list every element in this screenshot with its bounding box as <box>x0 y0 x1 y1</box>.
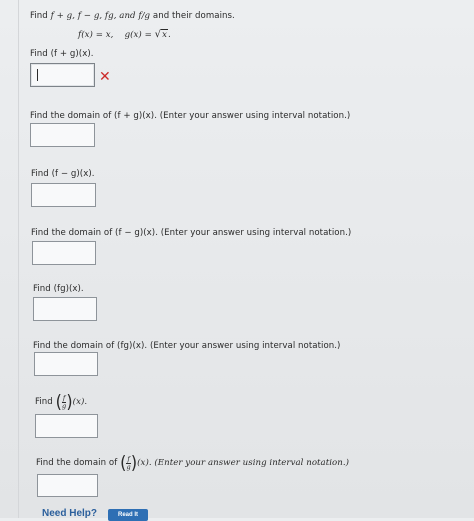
part8-answer-input[interactable] <box>37 474 98 497</box>
part4-answer-input[interactable] <box>32 241 96 265</box>
part2-answer-input[interactable] <box>30 123 95 147</box>
part5-label: Find (fg)(x). <box>33 284 84 294</box>
part7-answer-input[interactable] <box>35 414 98 438</box>
close-icon: ✕ <box>99 69 111 85</box>
need-help-label: Need Help? <box>42 508 98 519</box>
part1-label: Find (f + g)(x). <box>30 49 94 59</box>
part1-answer-input[interactable] <box>30 63 95 87</box>
function-definitions: f(x) = x, g(x) = √x. <box>78 29 171 40</box>
part3-label: Find (f − g)(x). <box>31 169 95 179</box>
part5-answer-input[interactable] <box>33 297 97 321</box>
sqrt-icon: √ <box>154 29 162 40</box>
text-cursor <box>37 69 38 81</box>
part2-label: Find the domain of (f + g)(x). (Enter your answer using interval notation.) <box>30 111 351 121</box>
read-it-button[interactable]: Read It <box>108 509 148 521</box>
f-definition: f(x) = x, <box>78 30 114 40</box>
problem-intro: Find f + g, f − g, fg, and f/g and their domains. <box>30 11 235 21</box>
part6-answer-input[interactable] <box>34 352 98 376</box>
part6-label: Find the domain of (fg)(x). (Enter your answer using interval notation.) <box>33 341 341 351</box>
problem-operations: f + g, f − g, fg, and f/g <box>50 11 151 21</box>
fraction-f-over-g: $\frac{f}{g}$ <box>62 393 67 410</box>
sqrt-argument: x <box>162 30 167 40</box>
page-left-border <box>18 0 19 518</box>
part4-label: Find the domain of (f − g)(x). (Enter your answer using interval notation.) <box>31 228 352 238</box>
part7-label: Find ( $\frac{f}{g}$ )(x). <box>35 391 88 412</box>
fraction-f-over-g: $\frac{f}{g}$ <box>126 454 131 471</box>
g-definition: g(x) = <box>124 30 155 40</box>
part8-label: Find the domain of ( $\frac{f}{g}$ )(x). (Enter your answer using interval notation.) <box>36 452 350 473</box>
part3-answer-input[interactable] <box>31 183 96 207</box>
